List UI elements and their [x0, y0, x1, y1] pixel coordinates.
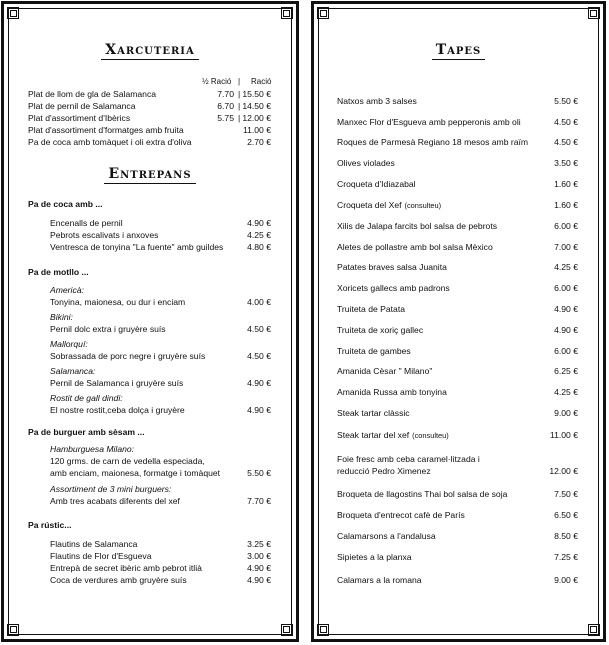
tapes-item-name: [337, 575, 422, 585]
tapes-item-price: 6.25 €: [554, 366, 578, 376]
corner-ornament: [277, 620, 293, 636]
tapes-item-price: 7.50 €: [554, 489, 578, 499]
entrepans-title: Entrepans: [4, 166, 296, 184]
tapes-item-price: 6.00 €: [554, 283, 578, 293]
tapes-item-name: [337, 325, 423, 335]
tapes-item-label: Xilis de Jalapa farcits bol salsa de pebrots: [337, 221, 498, 231]
tapes-item-label: Xoricets gallecs amb padrons: [337, 283, 450, 293]
tapes-item-label: Calamars a la romana: [337, 575, 422, 585]
motllo-item-price: 4.90 €: [247, 405, 271, 415]
tapes-item-price: 4.90 €: [554, 304, 578, 314]
tapes-item-price: 4.25 €: [554, 262, 578, 272]
motllo-item-name: Pernil de Salamanca i gruyère suís: [50, 378, 184, 388]
coca-item-price: 4.80 €: [247, 242, 271, 252]
coca-item-name: Ventresca de tonyina "La fuente" amb guildes: [50, 242, 224, 252]
right-menu-panel: [311, 1, 606, 642]
xarcuteria-title: Xarcuteria: [4, 42, 296, 60]
tapes-item-name: [337, 117, 521, 127]
tapes-item-note: (consulteu): [412, 431, 449, 440]
xarcuteria-item-price: 15.50 €: [242, 89, 271, 99]
motllo-item-subtitle: Bikini:: [50, 312, 73, 322]
tapes-title: Tapes: [314, 42, 603, 60]
xarcuteria-item-name: Pa de coca amb tomàquet i oli extra d'oliva: [28, 137, 192, 147]
rustic-item-price: 4.90 €: [247, 563, 271, 573]
motllo-item-name: Sobrassada de porc negre i gruyère suís: [50, 351, 206, 361]
xarcuteria-item-price: 14.50 €: [242, 101, 271, 111]
tapes-item-label: Amanida Cèsar " Milano": [337, 366, 433, 376]
tapes-item-price: 9.00 €: [554, 575, 578, 585]
motllo-heading: Pa de motllo ...: [28, 267, 89, 277]
tapes-item-price: 7.00 €: [554, 242, 578, 252]
motllo-item-subtitle: Rostit de gall dindi:: [50, 393, 123, 403]
tapes-item-price: 11.00 €: [549, 430, 578, 440]
tapes-item-price: 4.90 €: [554, 325, 578, 335]
xarcuteria-item-half-price: 6.70: [217, 101, 234, 111]
tapes-item-name: [337, 242, 493, 252]
tapes-item-price: 6.50 €: [554, 510, 578, 520]
tapes-item-name: [337, 366, 432, 376]
tapes-item-label: Steak tartar del xef: [337, 430, 410, 440]
corner-ornament: [584, 7, 600, 23]
tapes-item-name: [337, 96, 417, 106]
tapes-item-name: [337, 489, 507, 499]
column-separator: |: [238, 113, 241, 123]
tapes-item-name: [337, 137, 528, 147]
tapes-item-label: Olives violades: [337, 158, 395, 168]
tapes-item-label: Steak tartar clàssic: [337, 408, 410, 418]
coca-item-price: 4.90 €: [247, 218, 271, 228]
mini-burguers-subtitle: Assortiment de 3 mini burguers:: [50, 484, 172, 494]
corner-ornament: [317, 7, 333, 23]
motllo-item-name: Tonyina, maionesa, ou dur i enciam: [50, 297, 186, 307]
xarcuteria-item-half-price: 7.70: [217, 89, 234, 99]
motllo-item-name: El nostre rostit,ceba dolça i gruyère: [50, 405, 185, 415]
tapes-item-price: 1.60 €: [554, 200, 578, 210]
tapes-item-name: [337, 531, 436, 541]
rustic-item-price: 3.25 €: [247, 539, 271, 549]
hamburguesa-price: 5.50 €: [247, 468, 271, 478]
mini-burguers-price: 7.70 €: [247, 496, 271, 506]
motllo-item-subtitle: Salamanca:: [50, 366, 96, 376]
hamburguesa-subtitle: Hamburguesa Milano:: [50, 444, 135, 454]
motllo-item-price: 4.50 €: [247, 351, 271, 361]
motllo-item-name: Pernil dolc extra i gruyère suís: [50, 324, 166, 334]
xarcuteria-item-name: Plat d'assortiment d'Ibèrics: [28, 113, 131, 123]
coca-item-name: Encenalls de pernil: [50, 218, 123, 228]
tapes-item-price: 4.50 €: [554, 137, 578, 147]
tapes-item-price: 3.50 €: [554, 158, 578, 168]
tapes-item-name: [337, 158, 395, 168]
tapes-item-label: Calamarsons a l'andalusa: [337, 531, 436, 541]
tapes-item-price: 9.00 €: [554, 408, 578, 418]
tapes-item-price: 5.50 €: [554, 96, 578, 106]
tapes-item-name: [337, 262, 447, 272]
motllo-item-price: 4.90 €: [247, 378, 271, 388]
tapes-item-note: (consulteu): [404, 201, 442, 210]
tapes-item-name: [337, 346, 411, 356]
corner-ornament: [317, 620, 333, 636]
column-separator: |: [238, 101, 241, 111]
xarcuteria-item-price: 2.70 €: [247, 137, 271, 147]
motllo-item-price: 4.00 €: [247, 297, 271, 307]
motllo-item-subtitle: Americà:: [50, 285, 84, 295]
tapes-item-label: Amanida Russa amb tonyina: [337, 387, 447, 397]
rustic-item-price: 3.00 €: [247, 551, 271, 561]
tapes-item-name: [337, 179, 416, 189]
tapes-item-label: Broqueta d'entrecot cafè de París: [337, 510, 465, 520]
rustic-item-name: Flautins de Flor d'Esgueva: [50, 551, 152, 561]
tapes-item-label: Croqueta del Xef: [337, 200, 402, 210]
tapes-item-label: Foie fresc amb ceba caramel·litzada i: [337, 454, 480, 464]
tapes-item-label: Croqueta d'Idiazabal: [337, 179, 416, 189]
tapes-item-name: [337, 510, 465, 520]
tapes-item-name: [337, 221, 497, 231]
hamburguesa-desc-2: amb enciam, maionesa, formatge i tomàquet: [50, 468, 221, 478]
tapes-item-label: Truiteta de Patata: [337, 304, 405, 314]
col-separator: |: [238, 77, 241, 86]
rustic-heading: Pa rústic...: [28, 520, 72, 530]
tapes-item-label: Truiteta de gambes: [337, 346, 411, 356]
tapes-item-name: [337, 200, 441, 211]
col-full-header: Ració: [251, 77, 272, 86]
rustic-item-name: Entrepà de secret ibèric amb pebrot itlià: [50, 563, 202, 573]
xarcuteria-item-name: Plat de llom de gla de Salamanca: [28, 89, 157, 99]
coca-item-name: Pebrots escalivats i anxoves: [50, 230, 159, 240]
tapes-item-price: 6.00 €: [554, 346, 578, 356]
tapes-item-label: Sipietes a la planxa: [337, 552, 412, 562]
xarcuteria-item-price: 11.00 €: [242, 125, 271, 135]
tapes-item-name: [337, 454, 480, 464]
tapes-item-name: [337, 304, 405, 314]
corner-ornament: [277, 7, 293, 23]
motllo-item-price: 4.50 €: [247, 324, 271, 334]
rustic-item-price: 4.90 €: [247, 575, 271, 585]
corner-ornament: [584, 620, 600, 636]
tapes-item-label: Broqueta de llagostins Thai bol salsa de soja: [337, 489, 508, 499]
tapes-item-label: Roques de Parmesà Regiano 18 mesos amb raïm: [337, 137, 529, 147]
tapes-item-price: 6.00 €: [554, 221, 578, 231]
rustic-item-name: Flautins de Salamanca: [50, 539, 138, 549]
corner-ornament: [7, 7, 23, 23]
xarcuteria-item-half-price: 5.75: [217, 113, 234, 123]
coca-heading: Pa de coca amb ...: [28, 199, 103, 209]
tapes-item-name: [337, 283, 450, 293]
xarcuteria-item-name: Plat de pernil de Salamanca: [28, 101, 136, 111]
tapes-item-label: Truiteta de xoriç gallec: [337, 325, 424, 335]
col-half-header: ½ Ració: [202, 77, 232, 86]
column-separator: |: [238, 89, 241, 99]
hamburguesa-desc-1: 120 grms. de carn de vedella especiada,: [50, 456, 205, 466]
tapes-item-name: [337, 408, 410, 418]
burguer-heading: Pa de burguer amb sèsam ...: [28, 427, 145, 437]
tapes-item-price: 4.50 €: [554, 117, 578, 127]
rustic-item-name: Coca de verdures amb gruyère suís: [50, 575, 187, 585]
tapes-item-price: 1.60 €: [554, 179, 578, 189]
tapes-item-price: 4.25 €: [554, 387, 578, 397]
motllo-item-subtitle: Mallorquí:: [50, 339, 88, 349]
tapes-item-label: Natxos amb 3 salses: [337, 96, 417, 106]
corner-ornament: [7, 620, 23, 636]
tapes-item-label: Patates braves salsa Juanita: [337, 262, 447, 272]
tapes-item-name: [337, 552, 412, 562]
tapes-item-price: 8.50 €: [554, 531, 578, 541]
tapes-item-label: Aletes de pollastre amb bol salsa Mèxico: [337, 242, 493, 252]
tapes-item-price: 7.25 €: [554, 552, 578, 562]
coca-item-price: 4.25 €: [247, 230, 271, 240]
xarcuteria-item-price: 12.00 €: [242, 113, 271, 123]
xarcuteria-item-name: Plat d'assortiment d'formatges amb fruita: [28, 125, 184, 135]
tapes-item-name-line2: reducció Pedro Ximenez: [337, 466, 431, 476]
mini-burguers-desc: Amb tres acabats diferents del xef: [50, 496, 180, 506]
tapes-item-label: Manxec Flor d'Esgueva amb pepperonis amb oli: [337, 117, 521, 127]
left-menu-panel: [1, 1, 299, 642]
tapes-item-name: [337, 387, 447, 397]
tapes-item-price: 12.00 €: [549, 466, 578, 476]
tapes-item-name: [337, 430, 449, 441]
